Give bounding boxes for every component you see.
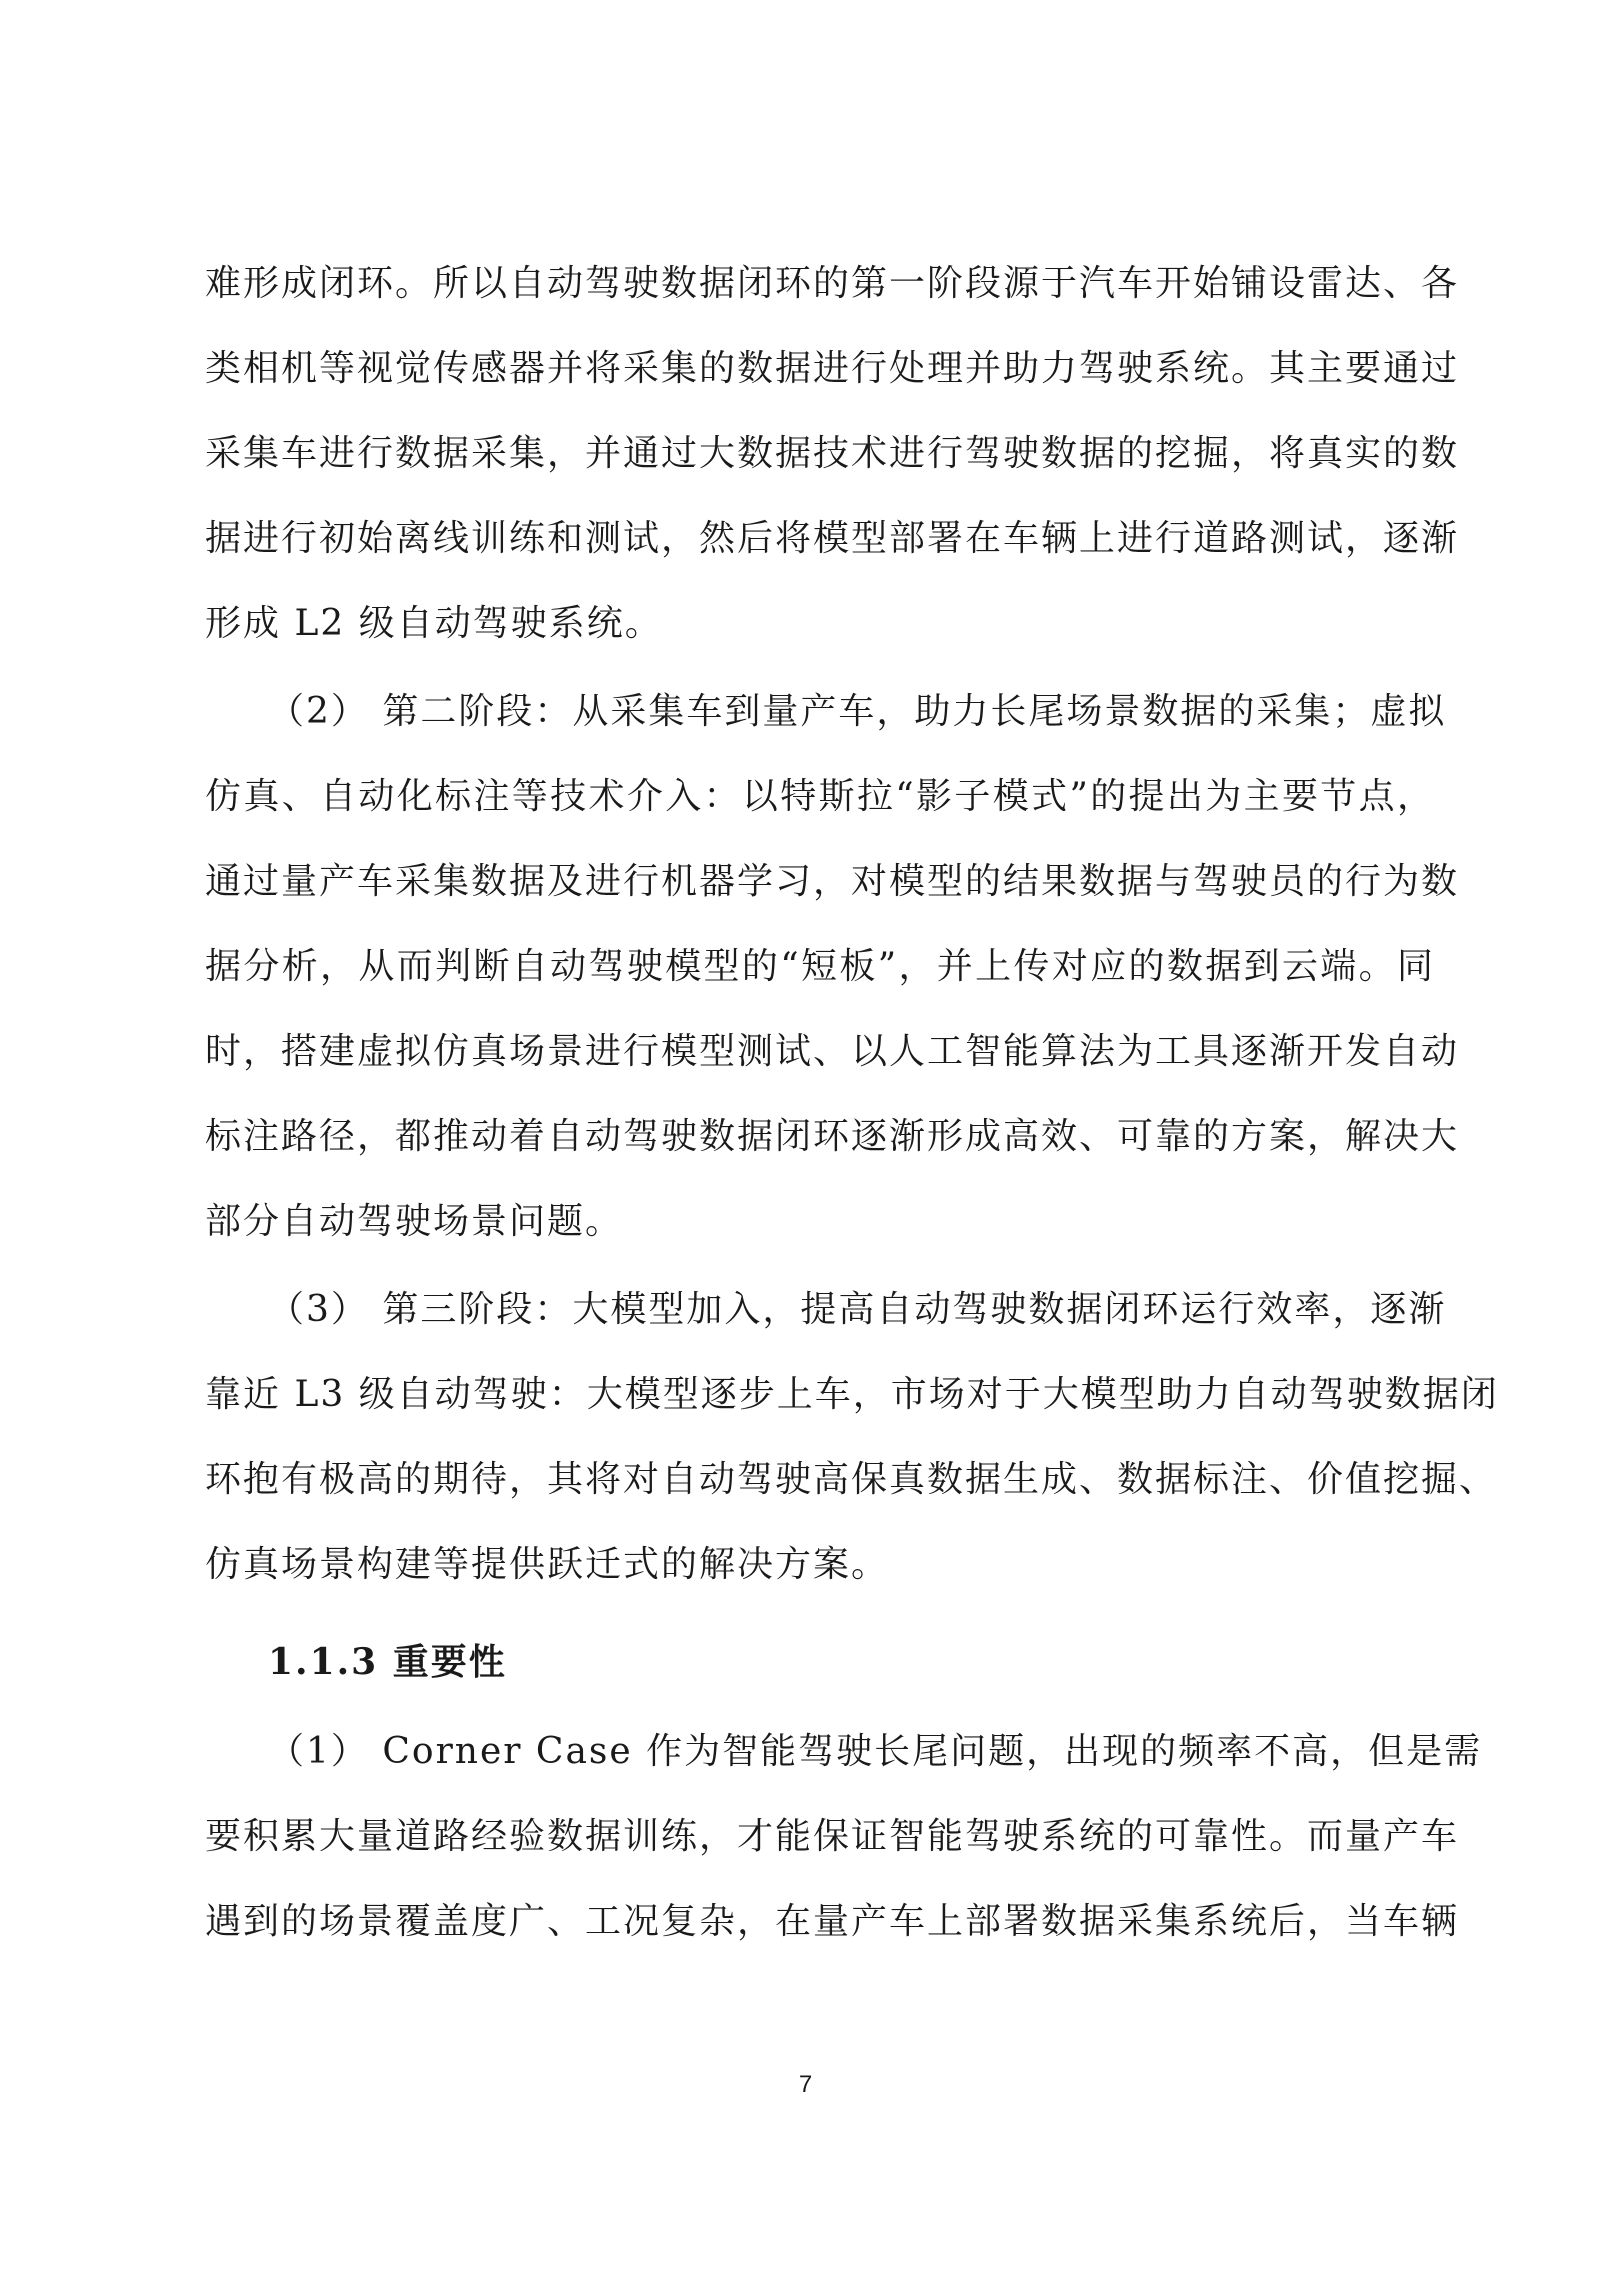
paragraph-2-line-7: 部分自动驾驶场景问题。 (205, 1201, 624, 1242)
paragraph-3-line-3: 环抱有极高的期待，其将对自动驾驶高保真数据生成、数据标注、价值挖掘、 (205, 1459, 1498, 1500)
paragraph-line-4: 据进行初始离线训练和测试，然后将模型部署在车辆上进行道路测试，逐渐 (205, 518, 1460, 559)
paragraph-line-2: 类相机等视觉传感器并将采集的数据进行处理并助力驾驶系统。其主要通过 (205, 348, 1460, 389)
paragraph-2-line-2: 仿真、自动化标注等技术介入：以特斯拉“影子模式”的提出为主要节点， (205, 776, 1435, 817)
paragraph-2-line-1: （2） 第二阶段：从采集车到量产车，助力长尾场景数据的采集；虚拟 (268, 691, 1447, 732)
paragraph-2-line-4: 据分析，从而判断自动驾驶模型的“短板”，并上传对应的数据到云端。同 (205, 946, 1435, 987)
paragraph-3-line-1: （3） 第三阶段：大模型加入，提高自动驾驶数据闭环运行效率，逐渐 (268, 1289, 1447, 1330)
paragraph-4-line-2: 要积累大量道路经验数据训练，才能保证智能驾驶系统的可靠性。而量产车 (205, 1816, 1460, 1857)
paragraph-4-line-3: 遇到的场景覆盖度广、工况复杂，在量产车上部署数据采集系统后，当车辆 (205, 1901, 1460, 1942)
paragraph-2-line-3: 通过量产车采集数据及进行机器学习，对模型的结果数据与驾驶员的行为数 (205, 861, 1460, 902)
paragraph-3-line-2: 靠近 L3 级自动驾驶：大模型逐步上车，市场对于大模型助力自动驾驶数据闭 (205, 1374, 1499, 1415)
paragraph-3-line-4: 仿真场景构建等提供跃迁式的解决方案。 (205, 1544, 890, 1585)
paragraph-line-5: 形成 L2 级自动驾驶系统。 (205, 603, 663, 644)
paragraph-line-3: 采集车进行数据采集，并通过大数据技术进行驾驶数据的挖掘，将真实的数 (205, 433, 1460, 474)
paragraph-2-line-6: 标注路径，都推动着自动驾驶数据闭环逐渐形成高效、可靠的方案，解决大 (205, 1116, 1460, 1157)
paragraph-2-line-5: 时，搭建虚拟仿真场景进行模型测试、以人工智能算法为工具逐渐开发自动 (205, 1031, 1460, 1072)
paragraph-line-1: 难形成闭环。所以自动驾驶数据闭环的第一阶段源于汽车开始铺设雷达、各 (205, 263, 1460, 304)
page-number: 7 (798, 2071, 813, 2098)
section-heading: 1.1.3 重要性 (268, 1641, 507, 1683)
paragraph-4-line-1: （1） Corner Case 作为智能驾驶长尾问题，出现的频率不高，但是需 (268, 1731, 1483, 1772)
